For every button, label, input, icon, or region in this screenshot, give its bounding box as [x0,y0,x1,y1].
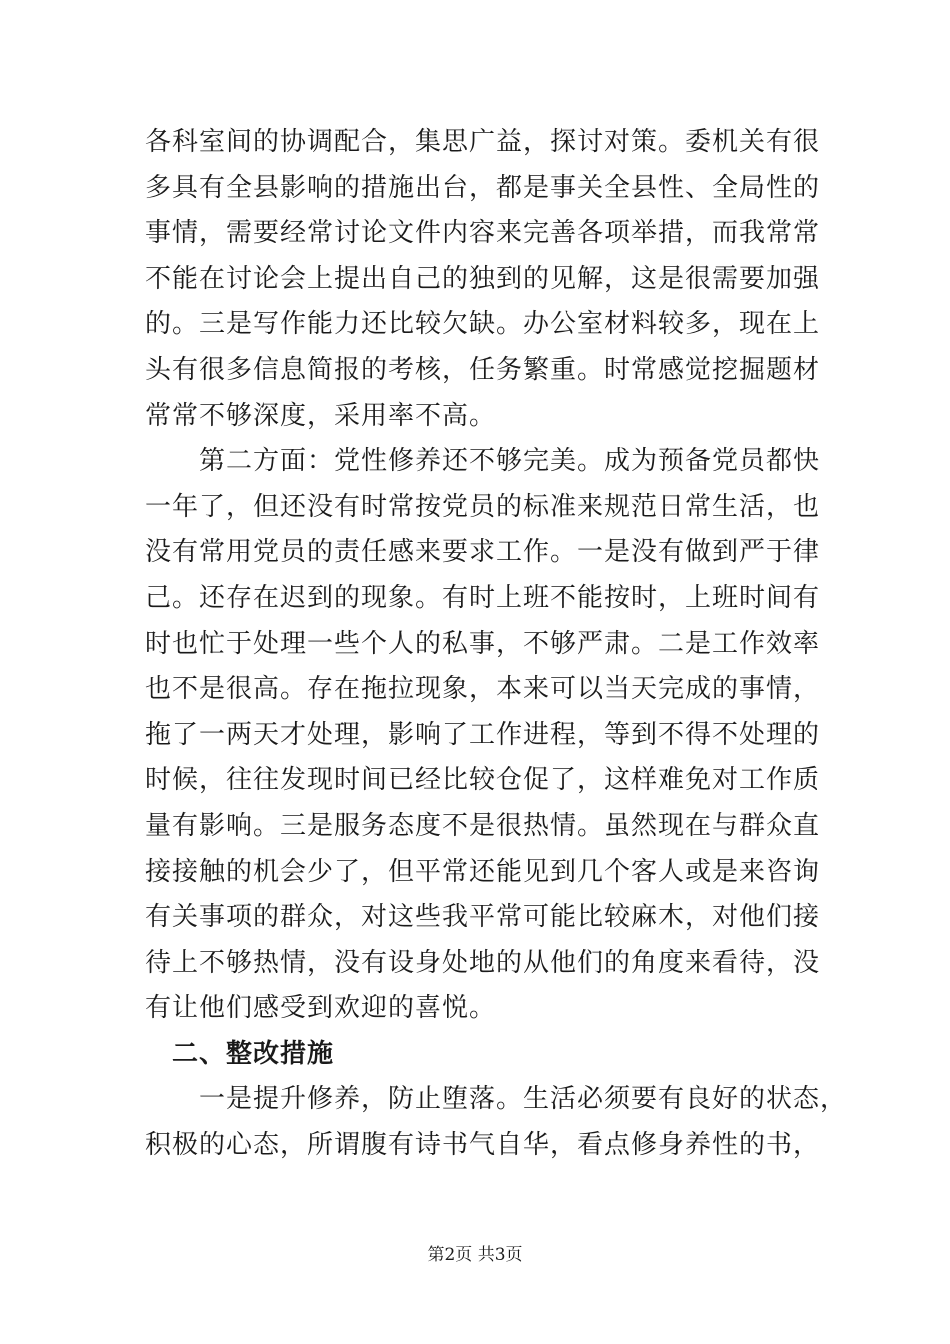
section-heading: 二、整改措施 [145,1038,335,1069]
text-line: 各科室间的协调配合，集思广益，探讨对策。委机关有很 [145,127,821,157]
text-line: 待上不够热情，没有设身处地的从他们的角度来看待，没 [145,947,821,978]
page-footer: 第2页 共3页 [427,1245,523,1265]
text-line: 一是提升修养，防止堕落。生活必须要有良好的状态， [145,1084,848,1115]
text-line: 不能在讨论会上提出自己的独到的见解，这是很需要加强 [145,263,821,294]
text-line: 拖了一两天才处理，影响了工作进程，等到不得不处理的 [145,719,821,750]
text-line: 的。三是写作能力还比较欠缺。办公室材料较多，现在上 [145,309,821,340]
text-line: 第二方面：党性修养还不够完美。成为预备党员都快 [145,446,821,477]
text-line: 没有常用党员的责任感来要求工作。一是没有做到严于律 [145,537,821,568]
text-line: 己。还存在迟到的现象。有时上班不能按时，上班时间有 [145,582,821,613]
text-line: 头有很多信息简报的考核，任务繁重。时常感觉挖掘题材 [145,354,821,385]
text-line: 时候，往往发现时间已经比较仓促了，这样难免对工作质 [145,765,821,796]
text-line: 一年了，但还没有时常按党员的标准来规范日常生活，也 [145,491,821,522]
text-line: 量有影响。三是服务态度不是很热情。虽然现在与群众直 [145,810,821,841]
text-line: 事情，需要经常讨论文件内容来完善各项举措，而我常常 [145,218,821,249]
text-line: 有让他们感受到欢迎的喜悦。 [145,993,497,1024]
text-line: 积极的心态，所谓腹有诗书气自华，看点修身养性的书， [145,1130,821,1161]
text-line: 常常不够深度，采用率不高。 [145,400,497,431]
document-body [145,120,848,1169]
text-line: 也不是很高。存在拖拉现象，本来可以当天完成的事情， [145,674,821,705]
text-line: 多具有全县影响的措施出台，都是事关全县性、全局性的 [145,172,821,203]
text-line: 有关事项的群众，对这些我平常可能比较麻木，对他们接 [145,902,821,933]
text-line: 时也忙于处理一些个人的私事，不够严肃。二是工作效率 [145,628,821,659]
text-line: 接接触的机会少了，但平常还能见到几个客人或是来咨询 [145,856,821,887]
